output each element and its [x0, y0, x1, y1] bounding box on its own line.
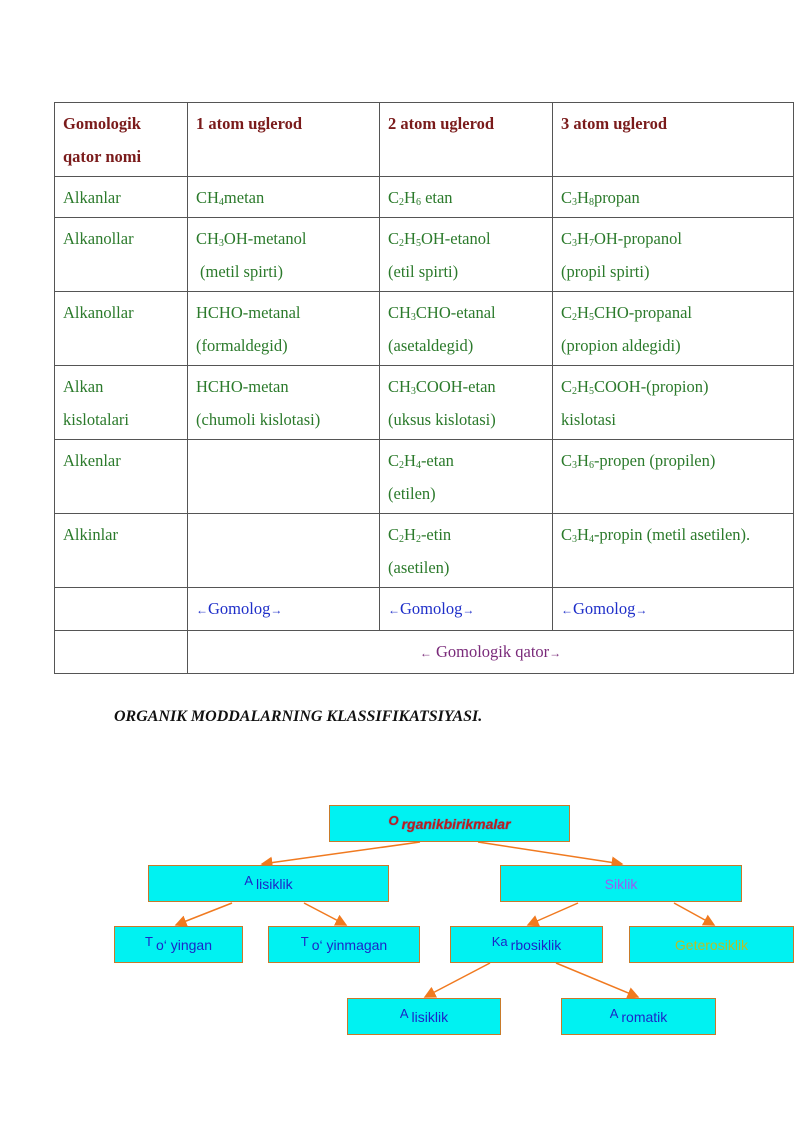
gomolog-label: ←Gomolog→: [380, 588, 553, 631]
box-toyinmagan: T o‘ yinmagan: [268, 926, 420, 963]
left-arrow-icon: ←: [561, 603, 573, 617]
box-geterosiklik: Geterosiklik: [629, 926, 794, 963]
header-one-carbon: 1 atom uglerod: [188, 103, 380, 177]
gomolog-label: ←Gomolog→: [553, 588, 794, 631]
arrow-root-to-siklik: [478, 842, 622, 864]
box-siklik: Siklik: [500, 865, 742, 902]
section-title: ORGANIK MODDALARNING KLASSIFIKATSIYASI.: [114, 708, 483, 725]
formula-cell: $CH_3CHO$-etanal (asetaldegid): [380, 292, 553, 366]
gomologik-qator-label: ← Gomologik qator→: [188, 631, 794, 674]
box-alisiklik: A lisiklik: [347, 998, 501, 1035]
right-arrow-icon: →: [462, 603, 475, 617]
right-arrow-icon: →: [270, 603, 283, 617]
formula-cell: $C_2H_5COOH-(propion)$ kislotasi: [553, 366, 794, 440]
box-asiklik: A lisiklik: [148, 865, 389, 902]
series-name: Alkanlar: [55, 177, 188, 218]
formula-cell: $C_2H_2$-etin (asetilen): [380, 514, 553, 588]
formula-cell: $C_2H_5CHO$-propanal (propion aldegidi): [553, 292, 794, 366]
arrow-asiklik-to-toyingan: [176, 903, 232, 925]
formula-cell: $C_2H_5OH$-etanol (etil spirti): [380, 218, 553, 292]
arrow-asiklik-to-toyinmagan: [304, 903, 346, 925]
formula-cell: $C_2H_6$ etan: [380, 177, 553, 218]
arrow-root-to-asiklik: [262, 842, 420, 864]
formula-cell: $C_3H_8propan$: [553, 177, 794, 218]
formula-cell: $CH_3OH$-metanol (metil spirti): [188, 218, 380, 292]
box-aromatik: A romatik: [561, 998, 716, 1035]
header-two-carbon: 2 atom uglerod: [380, 103, 553, 177]
formula-cell: $C_2H_4$-etan (etilen): [380, 440, 553, 514]
left-arrow-icon: ←: [196, 603, 208, 617]
formula-cell: $CH_3COOH$-etan (uksus kislotasi): [380, 366, 553, 440]
box-karbosiklik: Ka rbosiklik: [450, 926, 603, 963]
header-three-carbon: 3 atom uglerod: [553, 103, 794, 177]
box-organik-birikmalar: O rganikbirikmalar: [329, 805, 570, 842]
right-arrow-icon: →: [549, 646, 562, 660]
gomolog-label: ←Gomolog→: [188, 588, 380, 631]
formula-cell: $C_3H_4$-propin (metil asetilen).: [553, 514, 794, 588]
arrow-karbosiklik-to-aromatik: [556, 963, 638, 997]
formula-cell: $C_3H_6$-propen (propilen): [553, 440, 794, 514]
series-name: Alkanollar: [55, 218, 188, 292]
arrow-siklik-to-geterosiklik: [674, 903, 714, 925]
formula-cell: HCHO-metanal (formaldegid): [188, 292, 380, 366]
formula-cell: HCHO-metan (chumoli kislotasi): [188, 366, 380, 440]
box-toyingan: T o‘ yingan: [114, 926, 243, 963]
series-name: Alkinlar: [55, 514, 188, 588]
formula-cell: $CH_4metan$: [188, 177, 380, 218]
series-name: Alkanollar: [55, 292, 188, 366]
left-arrow-icon: ←: [388, 603, 400, 617]
formula-cell: $C_3H_7OH$-propanol (propil spirti): [553, 218, 794, 292]
series-name: Alkenlar: [55, 440, 188, 514]
series-name: Alkan kislotalari: [55, 366, 188, 440]
arrow-karbosiklik-to-alisiklik: [425, 963, 490, 997]
arrow-siklik-to-karbosiklik: [528, 903, 578, 925]
header-series-name: Gomologik qator nomi: [55, 103, 188, 177]
left-arrow-icon: ←: [419, 646, 432, 660]
right-arrow-icon: →: [635, 603, 648, 617]
